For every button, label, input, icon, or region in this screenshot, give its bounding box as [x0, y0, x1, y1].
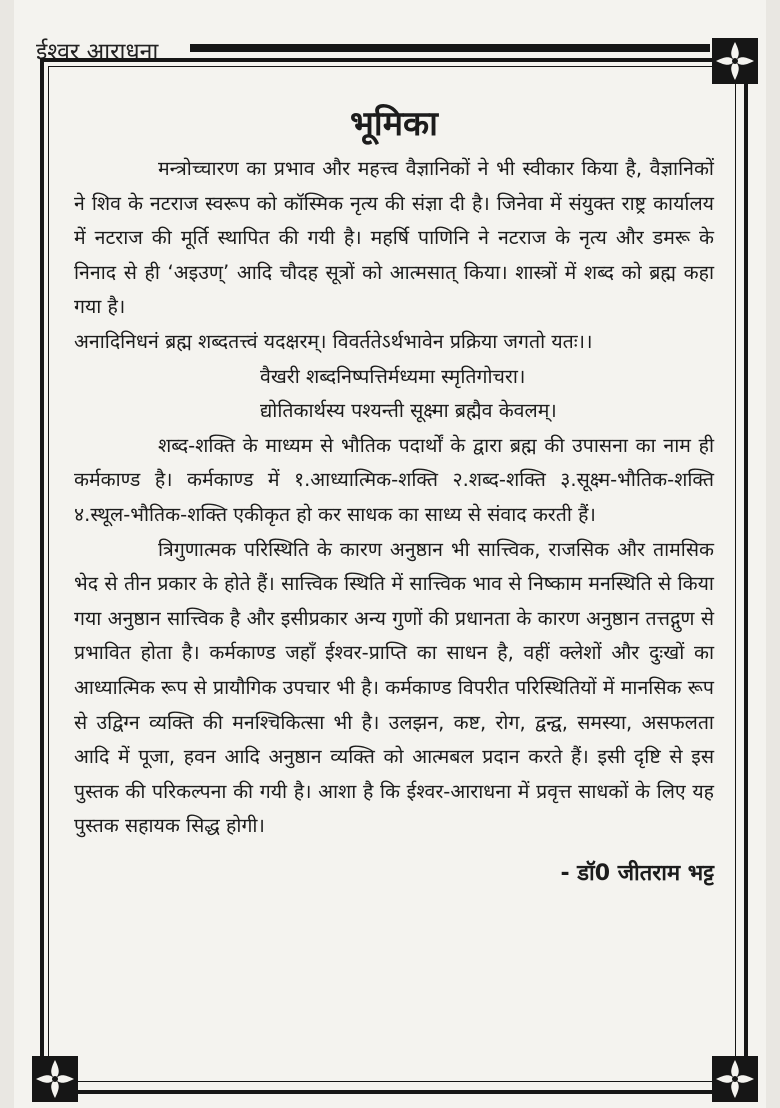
floral-corner-ornament-icon — [712, 1056, 758, 1102]
floral-corner-ornament-icon — [32, 1056, 78, 1102]
page-content — [74, 98, 714, 892]
running-header-title: ईश्वर आराधना — [36, 39, 159, 65]
sanskrit-verse-line-1: अनादिनिधनं ब्रह्म शब्दतत्त्वं यदक्षरम्। विवर्ततेऽर्थभावेन प्रक्रिया जगतो यतः।। — [74, 329, 593, 353]
book-page — [14, 0, 766, 1108]
header-rule — [190, 44, 710, 52]
floral-corner-ornament-icon — [712, 38, 758, 84]
page-title: भूमिका — [350, 104, 438, 144]
sanskrit-verse-line-3: द्योतिकार्थस्य पश्यन्ती सूक्ष्मा ब्रह्मैव केवलम्। — [260, 399, 557, 423]
paragraph-intro: मन्त्रोच्चारण का प्रभाव और महत्त्व वैज्ञानिकों ने भी स्वीकार किया है, वैज्ञानिकों ने शिव के नटराज स्वरूप को कॉस्मिक नृत्य की संज्ञा दी है। जिनेवा में संयुक्त राष्ट्र कार्यालय में नटराज की मूर्ति स्थापित की गयी है। महर्षि पाणिनि ने नटराज के नृत्य और डमरू के निनाद से ही ‘अइउण्’ आदि चौदह सूत्रों को आत्मसात् किया। शास्त्रों में शब्द को ब्रह्म कहा गया है। — [74, 157, 714, 319]
author-signature: - डॉ0 जीतराम भट्ट — [560, 860, 714, 886]
paragraph-triguna: त्रिगुणात्मक परिस्थिति के कारण अनुष्ठान भी सात्त्विक, राजसिक और तामसिक भेद से तीन प्रकार के होते हैं। सात्त्विक स्थिति में सात्त्विक भाव से निष्काम मनस्थिति से किया गया अनुष्ठान सात्त्विक है और इसीप्रकार अन्य गुणों की प्रधानता के कारण अनुष्ठान तत्तद्गुण से प्रभावित होता है। कर्मकाण्ड जहाँ ईश्वर-प्राप्ति का साधन है, वहीं क्लेशों और दुःखों का आध्यात्मिक रूप से प्रायौगिक उपचार भी है। कर्मकाण्ड विपरीत परिस्थितियों में मानसिक रूप से उद्विग्न व्यक्ति की मनश्चिकित्सा भी है। उलझन, कष्ट, रोग, द्वन्द्व, समस्या, असफलता आदि में पूजा, हवन आदि अनुष्ठान व्यक्ति को आत्मबल प्रदान करते हैं। इसी दृष्टि से इस पुस्तक की परिकल्पना की गयी है। आशा है कि ईश्वर-आराधना में प्रवृत्त साधकों के लिए यह पुस्तक सहायक सिद्ध होगी। — [74, 537, 714, 838]
paragraph-karmakand: शब्द-शक्ति के माध्यम से भौतिक पदार्थों के द्वारा ब्रह्म की उपासना का नाम ही कर्मकाण्ड है। कर्मकाण्ड में १.आध्यात्मिक-शक्ति २.शब्द-शक्ति ३.सूक्ष्म-भौतिक-शक्ति ४.स्थूल-भौतिक-शक्ति एकीकृत हो कर साधक का साध्य से संवाद करती हैं। — [74, 433, 714, 526]
sanskrit-verse-line-2: वैखरी शब्दनिष्पत्तिर्मध्यमा स्मृतिगोचरा। — [260, 364, 526, 388]
